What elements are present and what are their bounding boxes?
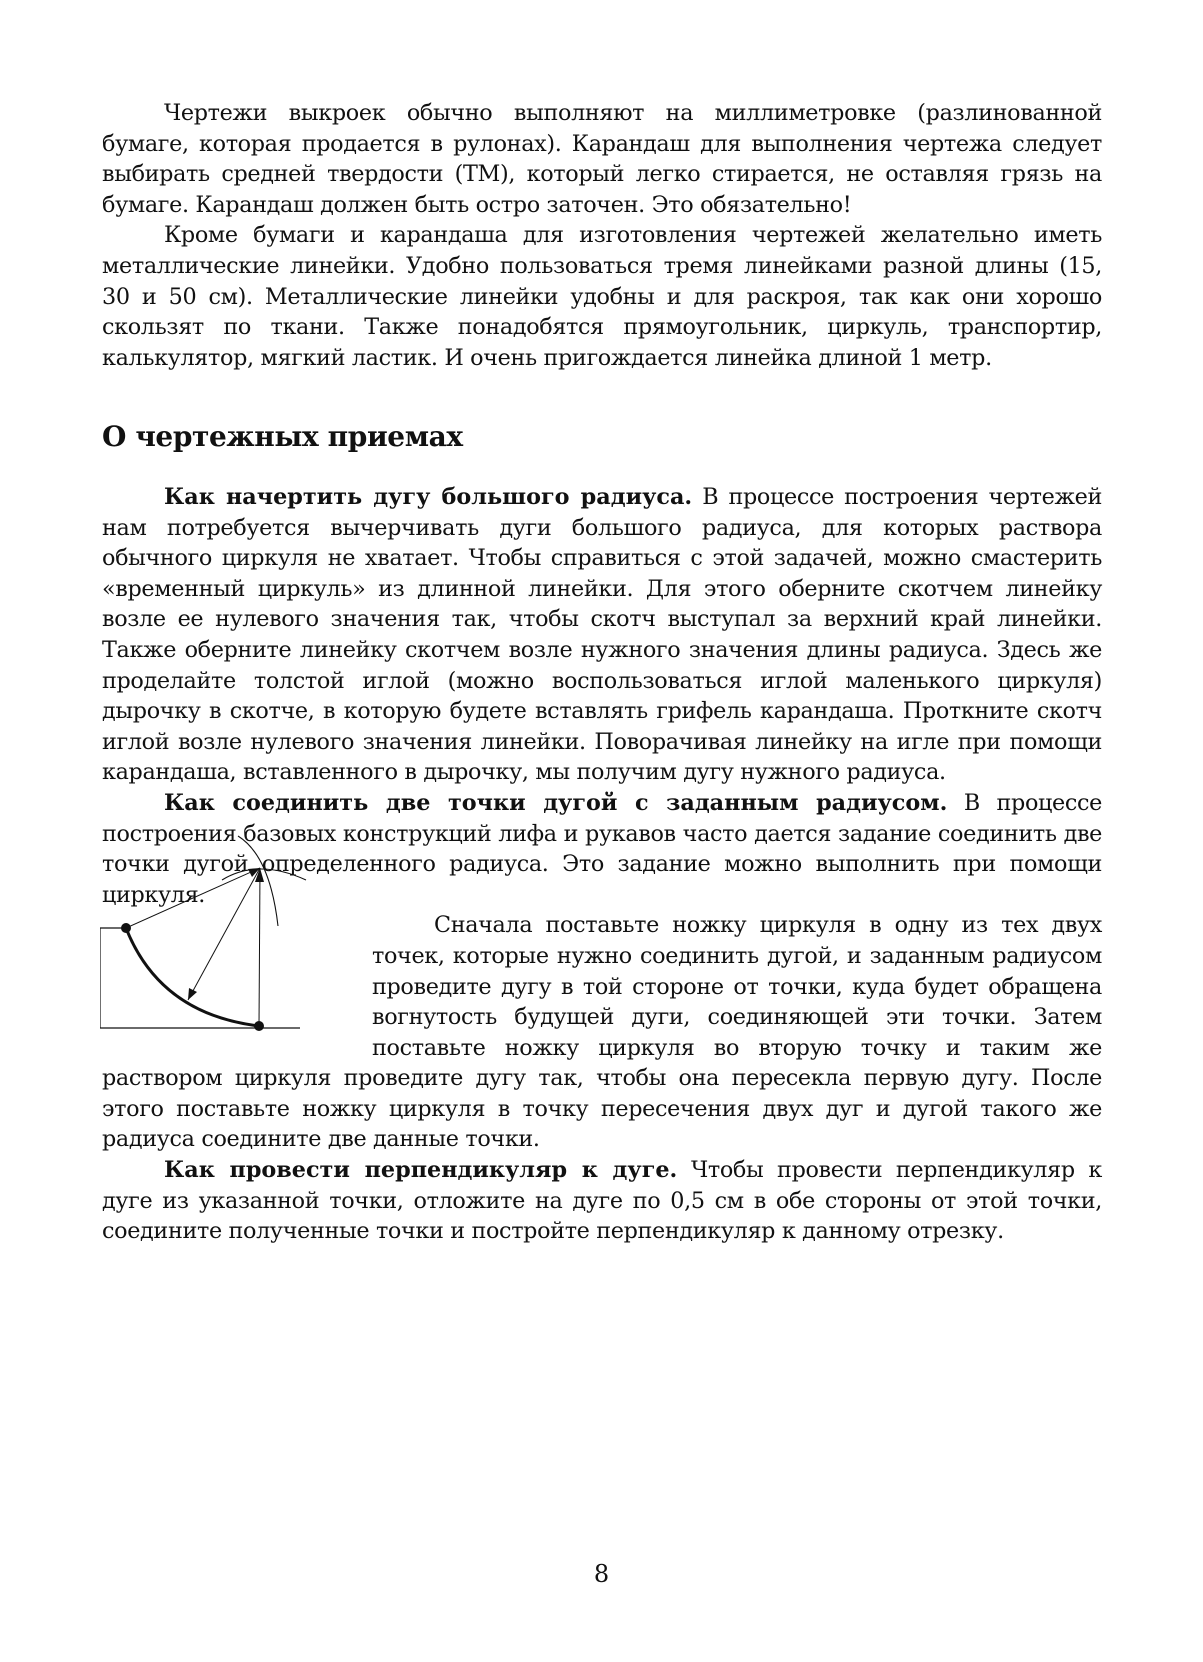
intro-block — [102, 98, 1102, 373]
arc-text: В процессе построения чертежей нам потребуется вычерчивать дуги большого радиуса, для которых раствора обычного циркуля не хватает. Чтобы справиться с этой задачей, можно смастерить «временный циркуль» из длинной линейки. Для этого оберните скотчем линейку возле ее нулевого значения так, чтобы скотч выступал за верхний край линейки. Также оберните линейку скотчем возле нужного значения длины радиуса. Здесь же проделайте толстой иглой (можно воспользоваться иглой маленького циркуля) дырочку в скотче, в которую будете вставлять грифель карандаша. Проткните скотч иглой возле нулевого значения линейки. Поворачивая линейку на игле при помощи карандаша, вставленного в дырочку, мы получим дугу нужного радиуса. — [102, 484, 1102, 786]
result-arc — [126, 928, 259, 1026]
connect-paragraph-2: Сначала поставьте ножку циркуля в одну из тех двух точек, которые нужно соединить дугой, и заданным радиусом проведите дугу в той стороне от точки, куда будет обращена вогнутость будущей дуги, соединяющей эти точки. Затем поставьте ножку циркуля во вторую точку и таким же раствором циркуля проведите дугу так, чтобы она пересекла первую дугу. После этого поставьте ножку циркуля в точку пересечения двух дуг и дугой такого же радиуса соедините две данные точки. — [102, 912, 1102, 1153]
radius-arrowhead-2 — [188, 988, 197, 1000]
perp-heading: Как провести перпендикуляр к дуге. — [164, 1157, 678, 1184]
point-b — [254, 1021, 264, 1031]
arc-heading: Как начертить дугу большого радиуса. — [164, 484, 693, 510]
intro-paragraph-2: Кроме бумаги и карандаша для изготовления чертежей желательно иметь металлические линейки. Удобно пользоваться тремя линейками разной длины (15, 30 и 50 см). Металлические линейки удобны и для раскроя, так как они хорошо скользят по ткани. Также понадобятся прямоугольник, циркуль, транспортир, калькулятор, мягкий ластик. И очень пригождается линейка длиной 1 метр. — [102, 222, 1102, 371]
perp-text: Чтобы провести перпендикуляр к дуге из указанной точки, отложите на дуге по 0,5 см в обе стороны от этой точки, соедините полученные точки и постройте перпендикуляр к данному отрезку. — [102, 1157, 1102, 1245]
page-number: 8 — [593, 1560, 610, 1588]
perp-paragraph — [102, 1155, 1102, 1247]
arc-paragraph — [102, 482, 1102, 788]
point-a — [121, 923, 131, 933]
section-body — [102, 482, 1102, 1247]
section-title: О чертежных приемах — [102, 420, 463, 453]
intro-paragraph-1: Чертежи выкроек обычно выполняют на миллиметровке (разлинованной бумаге, которая продается в рулонах). Карандаш для выполнения чертежа следует выбирать средней твердости (ТМ), который легко стирается, не оставляя грязь на бумаге. Карандаш должен быть остро заточен. Это обязательно! — [102, 100, 1102, 218]
connect-heading: Как соединить две точки дугой с заданным радиусом. — [164, 789, 948, 816]
connect-text-1: В процессе построения базовых конструкций лифа и рукавов часто дается задание соединить две точки дугой определенного радиуса. Это задание можно выполнить при помощи циркуля. — [102, 789, 1102, 908]
radius-line-3 — [259, 868, 260, 1026]
